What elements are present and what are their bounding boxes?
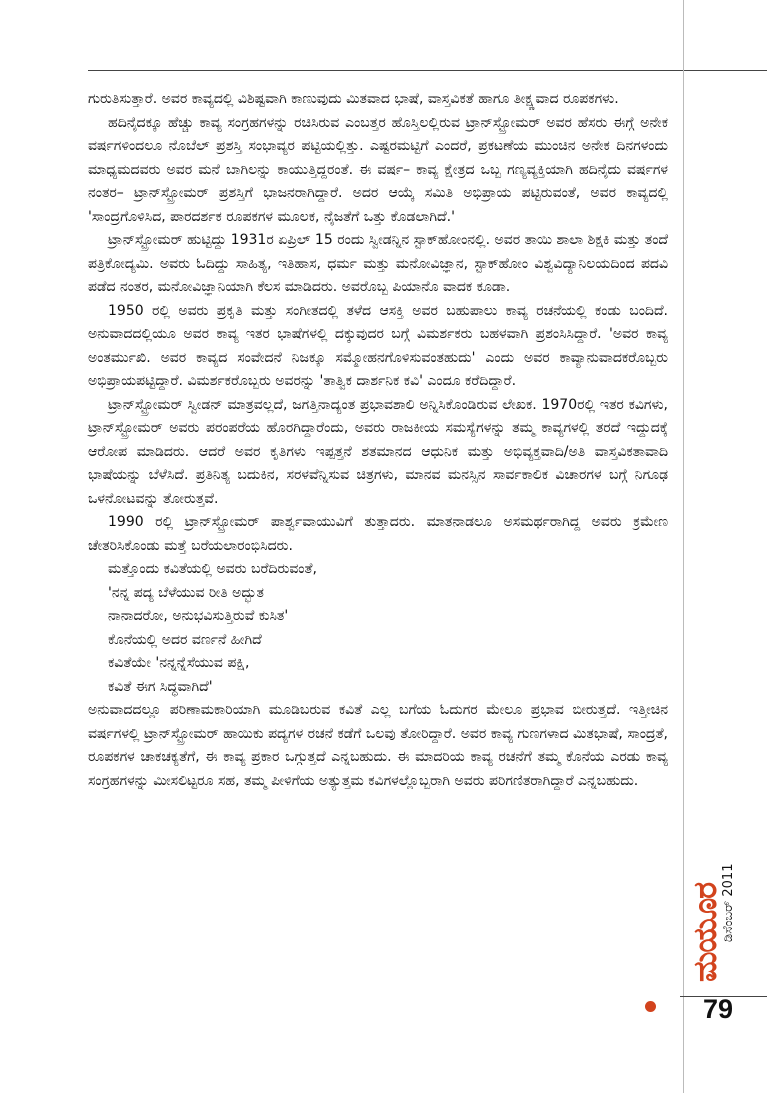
magazine-masthead <box>678 792 738 982</box>
paragraph-stroke: 1990 ರಲ್ಲಿ ಟ್ರಾನ್‌ಸ್ಟ್ರೋಮರ್ ಪಾರ್ಶ್ವವಾಯುವಿಗೆ ತುತ್ತಾದರು. ಮಾತನಾಡಲೂ ಅಸಮರ್ಥರಾಗಿದ್ದ ಅವರು ಕ್ರಮೇಣ ಚೇತರಿಸಿಕೊಂಡು ಮತ್ತೆ ಬರೆಯಲಾರಂಭಿಸಿದರು. <box>88 514 668 554</box>
bullet-dot-icon <box>645 1001 656 1012</box>
paragraph-biography: ಟ್ರಾನ್‌ಸ್ಟ್ರೋಮರ್ ಹುಟ್ಟಿದ್ದು 1931ರ ಏಪ್ರಿಲ್ 15 ರಂದು ಸ್ವೀಡನ್ನಿನ ಸ್ಟಾಕ್‌ಹೋಂನಲ್ಲಿ. ಅವರ ತಾಯಿ ಶಾಲಾ ಶಿಕ್ಷಕಿ ಮತ್ತು ತಂದೆ ಪತ್ರಿಕೋದ್ಯಮಿ. ಅವರು ಓದಿದ್ದು ಸಾಹಿತ್ಯ, ಇತಿಹಾಸ, ಧರ್ಮ ಮತ್ತು ಮನೋವಿಜ್ಞಾನ, ಸ್ಟಾಕ್‌ಹೋಂ ವಿಶ್ವವಿದ್ಯಾನಿಲಯದಿಂದ ಪದವಿ ಪಡೆದ ನಂತರ, ಮನೋವಿಜ್ಞಾನಿಯಾಗಿ ಕೆಲಸ ಮಾಡಿದರು. ಅವರೊಬ್ಬ ಪಿಯಾನೊ ವಾದಕ ಕೂಡಾ. <box>88 232 668 295</box>
verse-line: ಕೊನೆಯಲ್ಲಿ ಅದರ ವರ್ಣನೆ ಹೀಗಿದೆ <box>108 631 262 648</box>
issue-date: ಡಿಸೆಂಬರ್ 2011 <box>721 863 736 942</box>
paragraph-poem-intro: ಮತ್ತೊಂದು ಕವಿತೆಯಲ್ಲಿ ಅವರು ಬರೆದಿರುವಂತೆ, <box>108 561 317 577</box>
paragraph-continued: ಗುರುತಿಸುತ್ತಾರೆ. ಅವರ ಕಾವ್ಯದಲ್ಲಿ ವಿಶಿಷ್ಟವಾಗಿ ಕಾಣುವುದು ಮಿತವಾದ ಭಾಷೆ, ವಾಸ್ತವಿಕತೆ ಹಾಗೂ ತೀಕ್ಷ್ಣವಾದ ರೂಪಕಗಳು. <box>88 91 619 107</box>
magazine-logo: ಮಯೂರ <box>686 882 724 982</box>
verse-line: ಕವಿತೆಯೇ 'ನನ್ನನ್ನೆಸೆಯುವ ಪಕ್ಷಿ, <box>108 655 250 671</box>
article-body <box>88 88 668 793</box>
page-number: 79 <box>702 994 734 1024</box>
verse-line: 'ನನ್ನ ಪದ್ಯ ಬೆಳೆಯುವ ರೀತಿ ಅದ್ಭುತ <box>108 584 264 601</box>
verse-line: ನಾನಾದರೋ, ಅನುಭವಿಸುತ್ತಿರುವೆ ಕುಸಿತ' <box>108 608 289 624</box>
paragraph-haiku: ಅನುವಾದದಲ್ಲೂ ಪರಿಣಾಮಕಾರಿಯಾಗಿ ಮೂಡಿಬರುವ ಕವಿತೆ ಎಲ್ಲ ಬಗೆಯ ಓದುಗರ ಮೇಲೂ ಪ್ರಭಾವ ಬೀರುತ್ತದೆ. ಇತ್ತೀಚಿನ ವರ್ಷಗಳಲ್ಲಿ ಟ್ರಾನ್‌ಸ್ಟ್ರೋಮರ್ ಹಾಯಿಕು ಪದ್ಯಗಳ ರಚನೆ ಕಡೆಗೆ ಒಲವು ತೋರಿದ್ದಾರೆ. ಅವರ ಕಾವ್ಯ ಗುಣಗಳಾದ ಮಿತಭಾಷೆ, ಸಾಂದ್ರತೆ, ರೂಪಕಗಳ ಚಾಕಚಕ್ಯತೆಗೆ, ಈ ಕಾವ್ಯ ಪ್ರಕಾರ ಒಗ್ಗುತ್ತದೆ ಎನ್ನಬಹುದು. ಈ ಮಾದರಿಯ ಕಾವ್ಯ ರಚನೆಗೆ ತಮ್ಮ ಕೊನೆಯ ಎರಡು ಕಾವ್ಯ ಸಂಗ್ರಹಗಳನ್ನು ಮೀಸಲಿಟ್ಟರೂ ಸಹ, ತಮ್ಮ ಪೀಳಿಗೆಯ ಅತ್ಯುತ್ತಮ ಕವಿಗಳಲ್ಲೊಬ್ಬರಾಗಿ ಅವರು ಪರಿಗಣಿತರಾಗಿದ್ದಾರೆ ಎನ್ನಬಹುದು. <box>88 702 668 789</box>
paragraph-nature-music: 1950 ರಲ್ಲಿ ಅವರು ಪ್ರಕೃತಿ ಮತ್ತು ಸಂಗೀತದಲ್ಲಿ ತಳೆದ ಆಸಕ್ತಿ ಅವರ ಬಹುಪಾಲು ಕಾವ್ಯ ರಚನೆಯಲ್ಲಿ ಕಂಡು ಬಂದಿದೆ. ಅನುವಾದದಲ್ಲಿಯೂ ಅವರ ಕಾವ್ಯ ಇತರ ಭಾಷೆಗಳಲ್ಲಿ ದಕ್ಕುವುದರ ಬಗ್ಗೆ ವಿಮರ್ಶಕರು ಬಹಳವಾಗಿ ಪ್ರಶಂಸಿಸಿದ್ದಾರೆ. 'ಅವರ ಕಾವ್ಯ ಅಂತರ್ಮುಖಿ. ಅವರ ಕಾವ್ಯದ ಸಂವೇದನೆ ನಿಜಕ್ಕೂ ಸಮ್ಮೋಹನಗೊಳಿಸುವಂತಹುದು' ಎಂದು ಅವರ ಕಾವ್ಯಾನುವಾದಕರೊಬ್ಬರು ಅಭಿಪ್ರಾಯಪಟ್ಟಿದ್ದಾರೆ. ವಿಮರ್ಶಕರೊಬ್ಬರು ಅವರನ್ನು 'ತಾತ್ವಿಕ ದಾರ್ಶನಿಕ ಕವಿ' ಎಂದೂ ಕರೆದಿದ್ದಾರೆ. <box>88 302 668 389</box>
paragraph-nobel-candidacy: ಹದಿನೈದಕ್ಕೂ ಹೆಚ್ಚು ಕಾವ್ಯ ಸಂಗ್ರಹಗಳನ್ನು ರಚಿಸಿರುವ ಎಂಬತ್ತರ ಹೊಸ್ತಿಲಲ್ಲಿರುವ ಟ್ರಾನ್‌ಸ್ಟ್ರೋಮರ್ ಅವರ ಹೆಸರು ಈಗ್ಗೆ ಅನೇಕ ವರ್ಷಗಳಿಂದಲೂ ನೊಬೆಲ್ ಪ್ರಶಸ್ತಿ ಸಂಭಾವ್ಯರ ಪಟ್ಟಿಯಲ್ಲಿತ್ತು. ಎಷ್ಟರಮಟ್ಟಿಗೆ ಎಂದರೆ, ಪ್ರಕಟಣೆಯ ಮುಂಚಿನ ಅನೇಕ ದಿನಗಳಂದು ಮಾಧ್ಯಮದವರು ಅವರ ಮನೆ ಬಾಗಿಲನ್ನು ಕಾಯುತ್ತಿದ್ದರಂತೆ. ಈ ವರ್ಷ– ಕಾವ್ಯ ಕ್ಷೇತ್ರದ ಒಬ್ಬ ಗಣ್ಯವ್ಯಕ್ತಿಯಾಗಿ ಹದಿನೈದು ವರ್ಷಗಳ ನಂತರ– ಟ್ರಾನ್‌ಸ್ಟ್ರೋಮರ್ ಪ್ರಶಸ್ತಿಗೆ ಭಾಜನರಾಗಿದ್ದಾರೆ. ಅದರ ಆಯ್ಕೆ ಸಮಿತಿ ಅಭಿಪ್ರಾಯ ಪಟ್ಟಿರುವಂತೆ, ಅವರ ಕಾವ್ಯದಲ್ಲಿ 'ಸಾಂದ್ರಗೊಳಿಸಿದ, ಪಾರದರ್ಶಕ ರೂಪಕಗಳ ಮೂಲಕ, ನೈಜತೆಗೆ ಒತ್ತು ಕೊಡಲಾಗಿದೆ.' <box>88 114 668 225</box>
paragraph-influence: ಟ್ರಾನ್‌ಸ್ಟ್ರೋಮರ್ ಸ್ವೀಡನ್ ಮಾತ್ರವಲ್ಲದೆ, ಜಗತ್ತಿನಾದ್ಯಂತ ಪ್ರಭಾವಶಾಲಿ ಅನ್ನಿಸಿಕೊಂಡಿರುವ ಲೇಖಕ. 1970ರಲ್ಲಿ ಇತರ ಕವಿಗಳು, ಟ್ರಾನ್‌ಸ್ಟ್ರೋಮರ್ ಅವರು ಪರಂಪರೆಯ ಹೊರಗಿದ್ದಾರೆಂದು, ಅವರು ರಾಜಕೀಯ ಸಮಸ್ಯೆಗಳನ್ನು ತಮ್ಮ ಕಾವ್ಯಗಳಲ್ಲಿ ತರದೆ ಇದ್ದುದಕ್ಕೆ ಆರೋಪ ಮಾಡಿದರು. ಆದರೆ ಅವರ ಕೃತಿಗಳು ಇಪ್ಪತ್ತನೆ ಶತಮಾನದ ಆಧುನಿಕ ಮತ್ತು ಅಭಿವ್ಯಕ್ತವಾದಿ/ಅತಿ ವಾಸ್ತವಿಕತಾವಾದಿ ಭಾಷೆಯನ್ನು ಬೆಳೆಸಿದೆ. ಪ್ರತಿನಿತ್ಯ ಬದುಕಿನ, ಸರಳವೆನ್ನಿಸುವ ಚಿತ್ರಗಳು, ಮಾನವ ಮನಸ್ಸಿನ ಸಾರ್ವಕಾಲಿಕ ವಿಚಾರಗಳ ಬಗ್ಗೆ ನಿಗೂಢ ಒಳನೋಟವನ್ನು ತೋರುತ್ತವೆ. <box>88 396 668 507</box>
top-rule <box>88 70 767 71</box>
verse-line: ಕವಿತೆ ಈಗ ಸಿದ್ಧವಾಗಿದೆ' <box>108 678 213 695</box>
